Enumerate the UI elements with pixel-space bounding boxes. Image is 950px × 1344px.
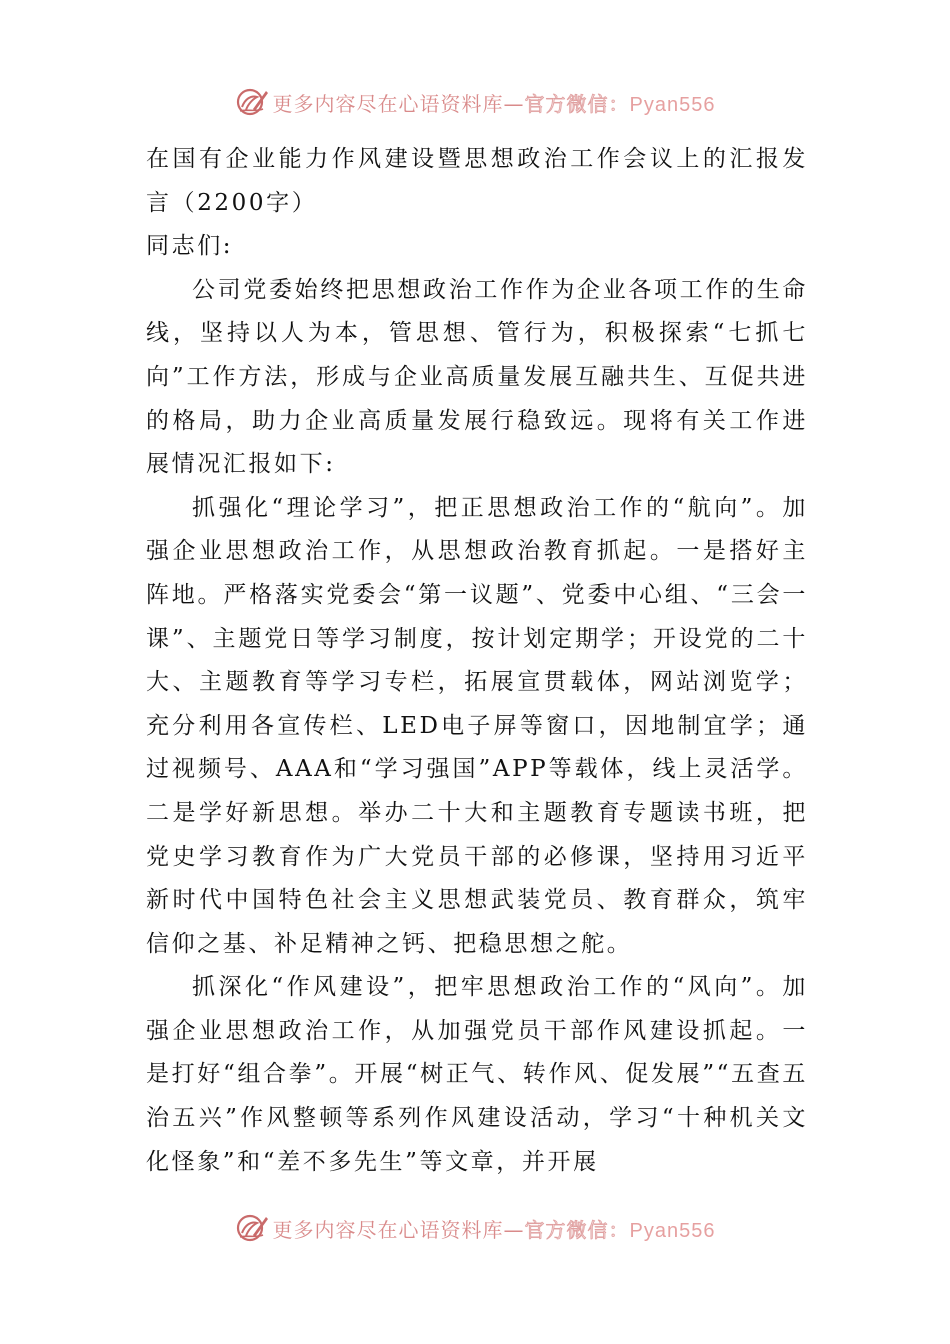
watermark-main-text: 更多内容尽在心语资料库— [272, 1217, 525, 1242]
watermark-header [0, 82, 950, 122]
watermark-wechat-label: 官方微信： [524, 1217, 630, 1242]
watermark-wechat-id: Pyan556 [629, 1219, 716, 1242]
document-greeting: 同志们: [146, 233, 234, 260]
signature-pen-logo-icon [235, 85, 269, 119]
watermark-wechat-id: Pyan556 [629, 93, 716, 116]
paragraph-work-style: 抓深化“作风建设”，把牢思想政治工作的“风向”。加强企业思想政治工作，从加强党员干部作风建设抓起。一是打好“组合拳”。开展“树正气、转作风、促发展”“五查五治五兴”作风整顿等系列作风建设活动，学习“十种机关文化怪象”和“差不多先生”等文章，并开展 [146, 974, 808, 1175]
watermark-main-text: 更多内容尽在心语资料库— [272, 91, 525, 116]
paragraph-theory-study: 抓强化“理论学习”，把正思想政治工作的“航向”。加强企业思想政治工作，从思想政治教育抓起。一是搭好主阵地。严格落实党委会“第一议题”、党委中心组、“三会一课”、主题党日等学习制度，按计划定期学；开设党的二十大、主题教育等学习专栏，拓展宣贯载体，网站浏览学；充分利用各宣传栏、LED电子屏等窗口，因地制宜学；通过视频号、AAA和“学习强国”APP等载体，线上灵活学。二是学好新思想。举办二十大和主题教育专题读书班，把党史学习教育作为广大党员干部的必修课，坚持用习近平新时代中国特色社会主义思想武装党员、教育群众，筑牢信仰之基、补足精神之钙、把稳思想之舵。 [146, 494, 808, 957]
signature-pen-logo-icon [235, 1211, 269, 1245]
watermark-footer [0, 1208, 950, 1248]
paragraph-intro: 公司党委始终把思想政治工作作为企业各项工作的生命线，坚持以人为本，管思想、管行为，积极探索“七抓七向”工作方法，形成与企业高质量发展互融共生、互促共进的格局，助力企业高质量发展行稳致远。现将有关工作进展情况汇报如下: [146, 276, 808, 478]
document-title: 在国有企业能力作风建设暨思想政治工作会议上的汇报发言（2200字） [146, 146, 808, 216]
document-body [146, 138, 808, 1184]
watermark-wechat-label: 官方微信： [524, 91, 630, 116]
